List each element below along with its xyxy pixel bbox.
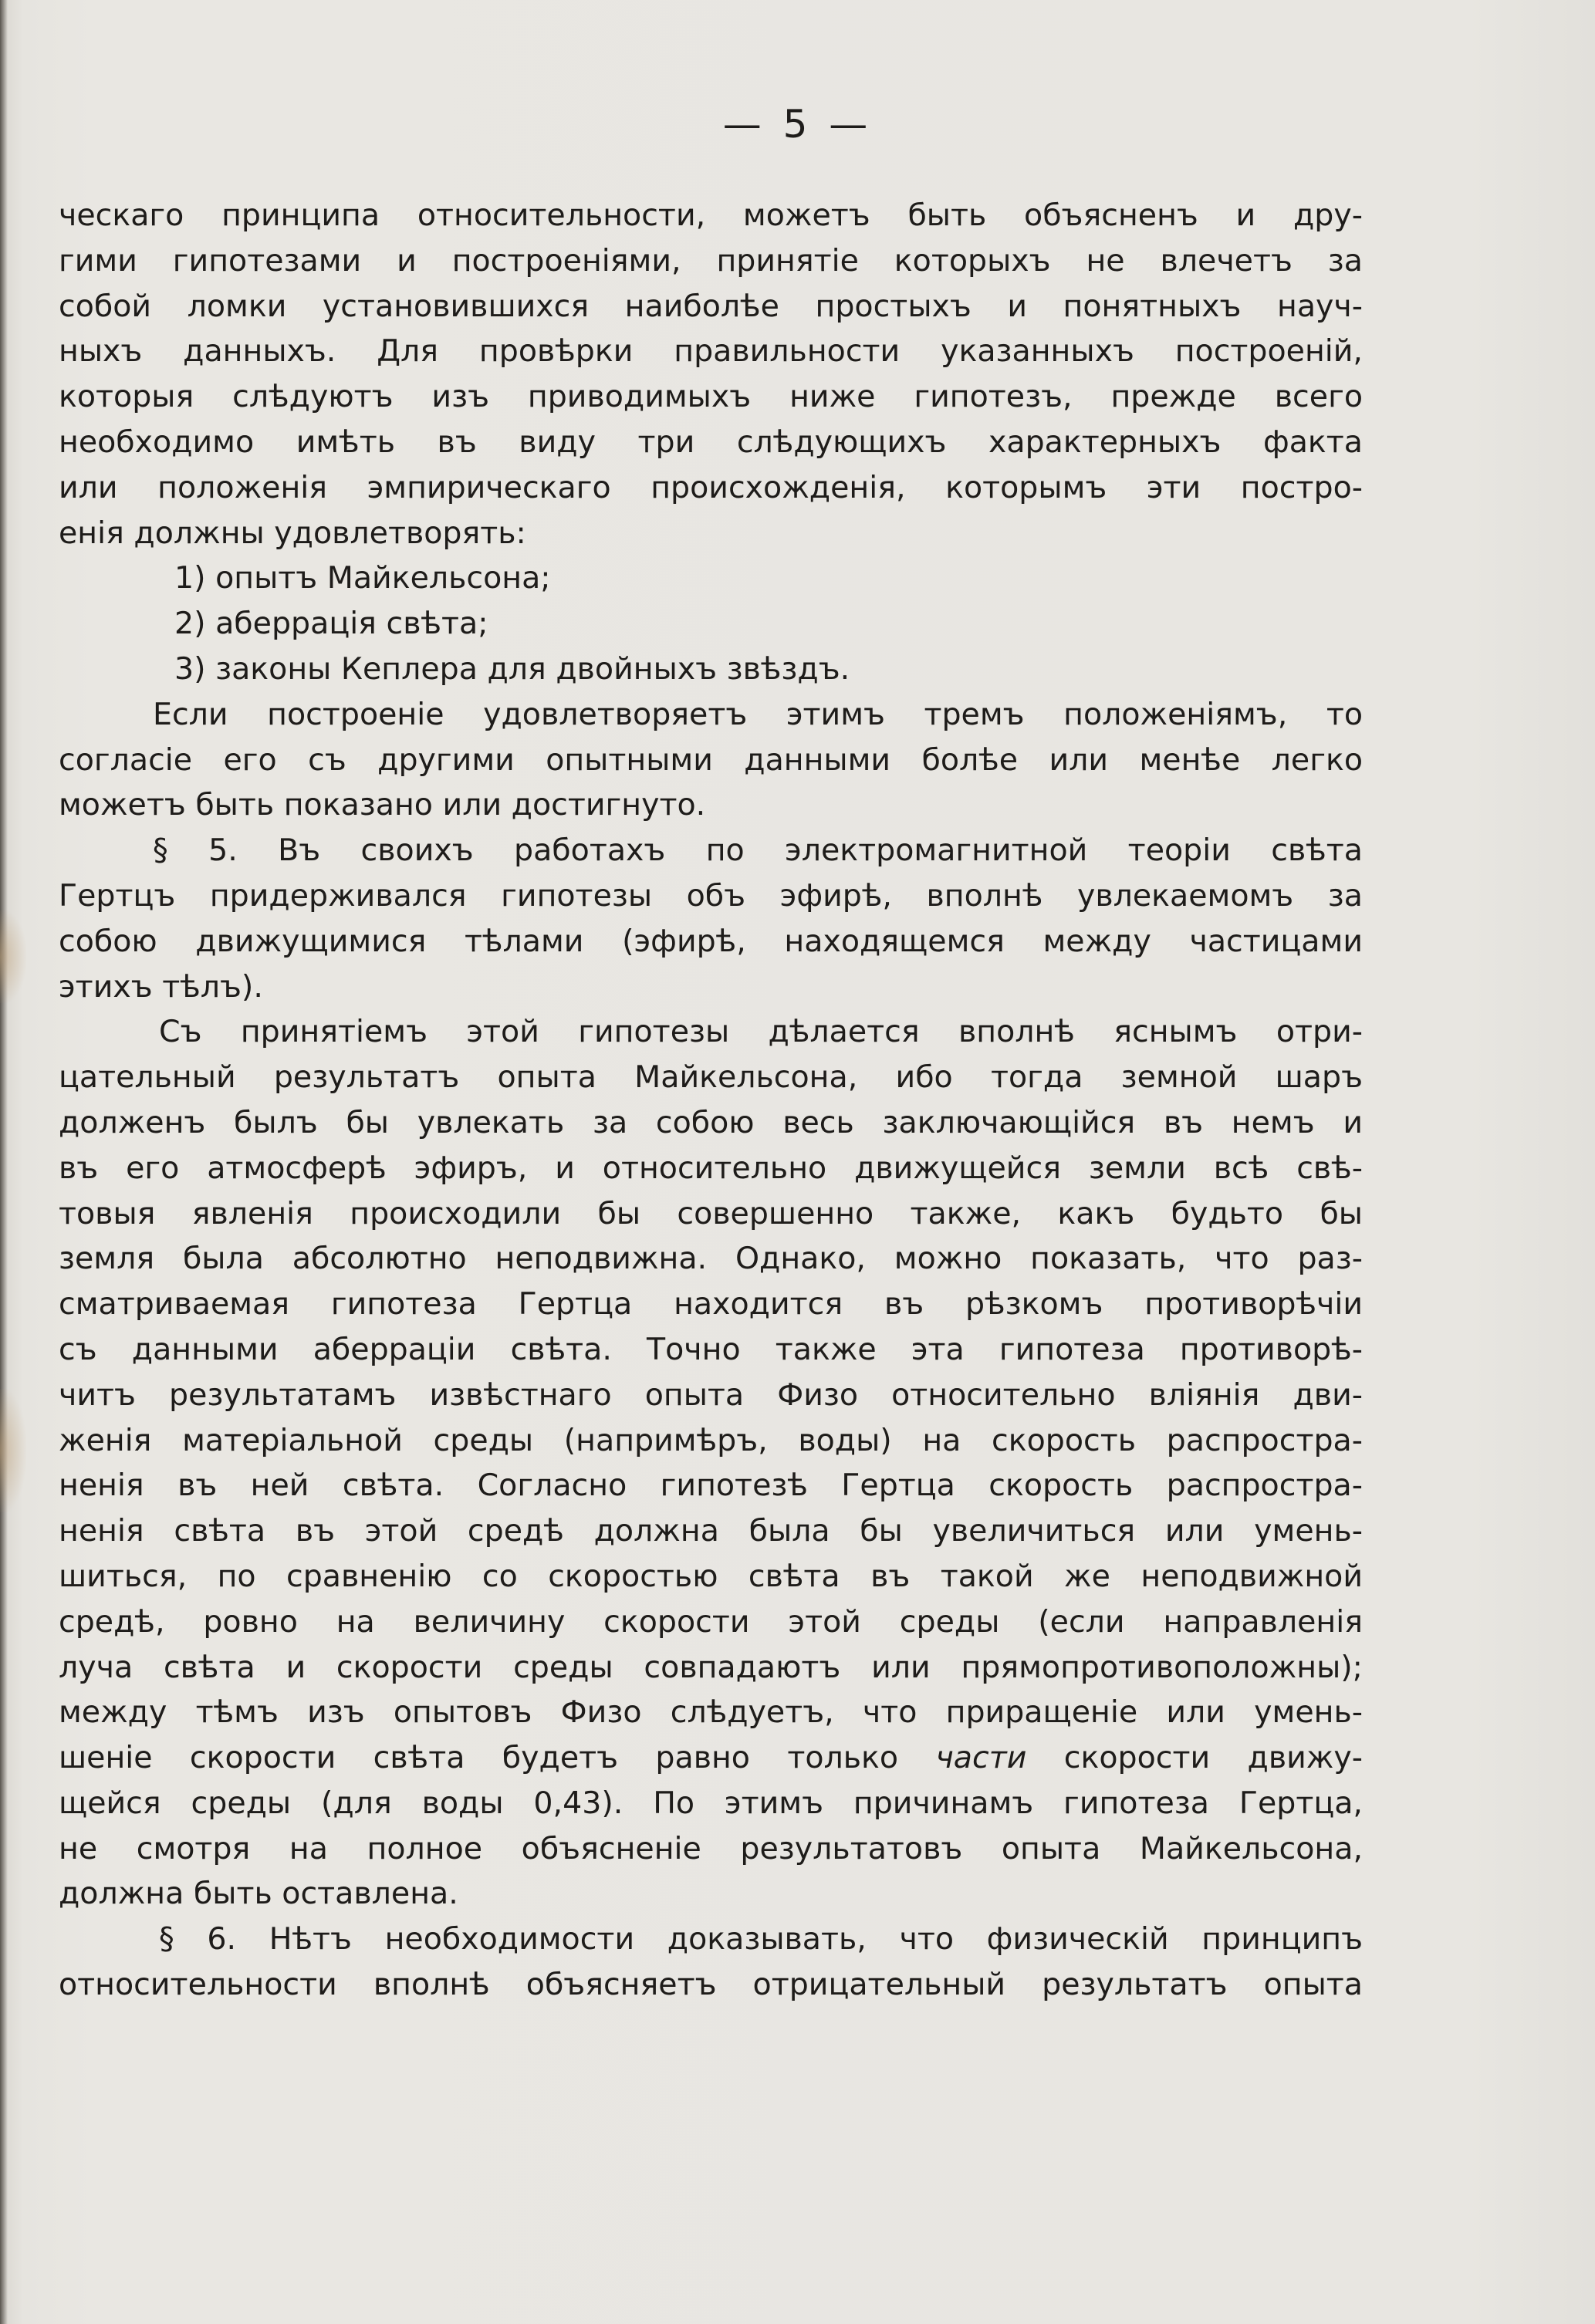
text-line: или положенія эмпирическаго происхожденія, которымъ эти постро- bbox=[59, 469, 1363, 505]
text-line: читъ результатамъ извѣстнаго опыта Физо относительно вліянія дви- bbox=[59, 1376, 1363, 1413]
text-line-with-italic bbox=[59, 1735, 1363, 1781]
text-line: сматриваемая гипотеза Гертца находится въ рѣзкомъ противорѣчіи bbox=[59, 1286, 1363, 1322]
text-line: Если построеніе удовлетворяетъ этимъ тремъ положеніямъ, то bbox=[153, 696, 1363, 732]
text-line: ныхъ данныхъ. Для провѣрки правильности указанныхъ построеній, bbox=[59, 333, 1363, 370]
text-line: земля была абсолютно неподвижна. Однако, можно показать, что раз- bbox=[59, 1241, 1363, 1277]
page-binding-edge bbox=[0, 0, 8, 2324]
text-line: енія должны удовлетворять: bbox=[59, 515, 526, 551]
text-line: собой ломки установившихся наиболѣе простыхъ и понятныхъ науч- bbox=[59, 288, 1363, 324]
text-line: Съ принятіемъ этой гипотезы дѣлается вполнѣ яснымъ отри- bbox=[159, 1014, 1363, 1050]
list-item: 1) опытъ Майкельсона; bbox=[174, 560, 551, 596]
text-line: гими гипотезами и построеніями, принятіе которыхъ не влечетъ за bbox=[59, 242, 1363, 279]
text-line: товыя явленія происходили бы совершенно также, какъ будьто бы bbox=[59, 1195, 1363, 1231]
page-stain bbox=[0, 1389, 26, 1512]
text-span: шеніе скорости свѣта будетъ равно только bbox=[59, 1740, 936, 1776]
text-line: этихъ тѣлъ). bbox=[59, 968, 263, 1005]
text-line: должна быть оставлена. bbox=[59, 1876, 458, 1912]
text-span: скорости движу- bbox=[1026, 1740, 1364, 1776]
italic-word: части bbox=[935, 1740, 1027, 1776]
text-line: необходимо имѣть въ виду три слѣдующихъ характерныхъ факта bbox=[59, 424, 1363, 460]
text-line: цательный результатъ опыта Майкельсона, ибо тогда земной шаръ bbox=[59, 1059, 1363, 1096]
text-line: не смотря на полное объясненіе результатовъ опыта Майкельсона, bbox=[59, 1830, 1363, 1866]
text-line: ненія въ ней свѣта. Согласно гипотезѣ Гертца скорость распростра- bbox=[59, 1468, 1363, 1504]
text-line: ческаго принципа относительности, можетъ быть объясненъ и дру- bbox=[59, 198, 1363, 233]
text-line: шиться, по сравненію со скоростью свѣта въ такой же неподвижной bbox=[59, 1558, 1363, 1594]
text-line: относительности вполнѣ объясняетъ отрицательный результатъ опыта bbox=[59, 1967, 1363, 2003]
text-line: въ его атмосферѣ эфиръ, и относительно движущейся земли всѣ свѣ- bbox=[59, 1150, 1363, 1186]
text-line: средѣ, ровно на величину скорости этой среды (если направленія bbox=[59, 1603, 1363, 1640]
text-line: щейся среды (для воды 0,43). По этимъ причинамъ гипотеза Гертца, bbox=[59, 1785, 1363, 1821]
text-line: согласіе его съ другими опытными данными болѣе или менѣе легко bbox=[59, 741, 1363, 778]
text-line: собою движущимися тѣлами (эфирѣ, находящемся между частицами bbox=[59, 923, 1363, 959]
text-line: можетъ быть показано или достигнуто. bbox=[59, 787, 706, 823]
text-line: ненія свѣта въ этой средѣ должна была бы увеличиться или умень- bbox=[59, 1513, 1363, 1549]
text-line: съ данными аберраціи свѣта. Точно также эта гипотеза противорѣ- bbox=[59, 1331, 1363, 1367]
page-stain bbox=[0, 910, 26, 1003]
section-heading-line: § 5. Въ своихъ работахъ по электромагнитной теоріи свѣта bbox=[153, 833, 1363, 869]
text-line: между тѣмъ изъ опытовъ Физо слѣдуетъ, что приращеніе или умень- bbox=[59, 1694, 1363, 1731]
page-number: — 5 — bbox=[722, 102, 873, 147]
text-line: женія матеріальной среды (напримѣръ, воды) на скорость распростра- bbox=[59, 1422, 1363, 1458]
body-text bbox=[59, 193, 1363, 2008]
text-line: луча свѣта и скорости среды совпадаютъ или прямопротивоположны); bbox=[59, 1649, 1363, 1685]
text-line: Гертцъ придерживался гипотезы объ эфирѣ, вполнѣ увлекаемомъ за bbox=[59, 877, 1363, 914]
list-item: 3) законы Кеплера для двойныхъ звѣздъ. bbox=[174, 650, 850, 687]
text-line: которыя слѣдуютъ изъ приводимыхъ ниже гипотезъ, прежде всего bbox=[59, 379, 1363, 415]
list-item: 2) аберрація свѣта; bbox=[174, 606, 488, 642]
section-heading-line: § 6. Нѣтъ необходимости доказывать, что физическій принципъ bbox=[159, 1921, 1363, 1957]
text-line: долженъ былъ бы увлекать за собою весь заключающійся въ немъ и bbox=[59, 1104, 1363, 1140]
